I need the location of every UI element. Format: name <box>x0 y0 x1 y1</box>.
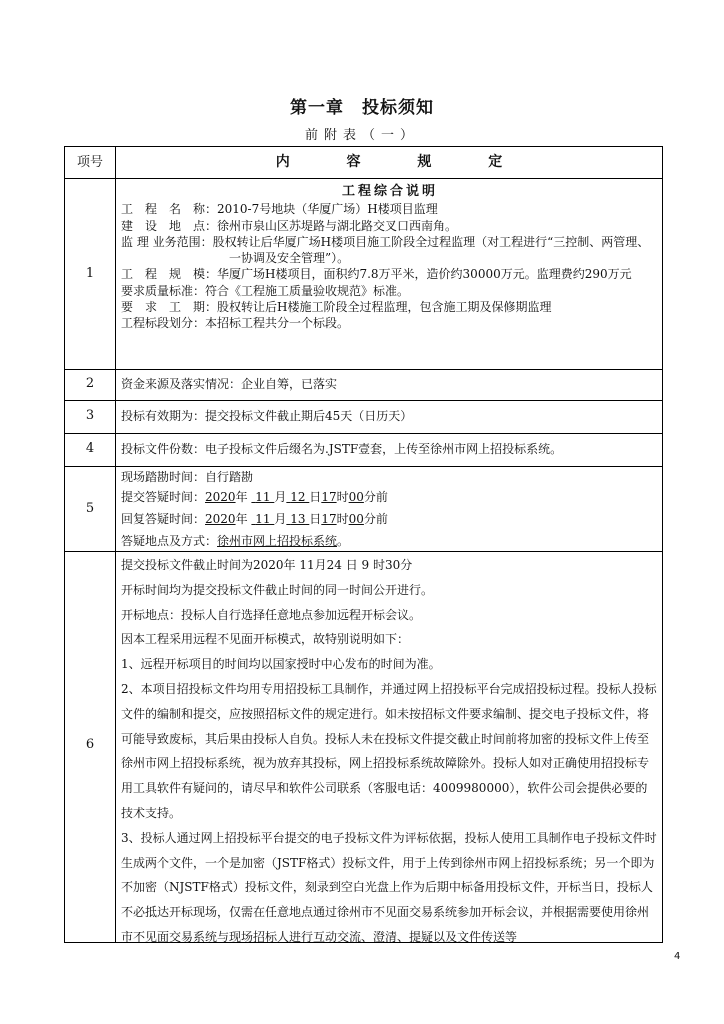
row-number: 2 <box>85 376 95 391</box>
row-divider <box>65 433 662 434</box>
header-item-no: 项号 <box>76 155 103 170</box>
row-divider <box>65 178 662 179</box>
row-number: 4 <box>85 441 95 456</box>
qa-place: 答疑地点及方式：徐州市网上招投标系统。 <box>121 534 350 548</box>
bid-section-division: 工程标段划分：本招标工程共分一个标段。 <box>121 316 350 331</box>
project-name: 工 程 名 称：2010-7号地块（华厦广场）H楼项目监理 <box>121 202 438 217</box>
row-number: 6 <box>85 737 95 752</box>
note-item-3: 3、投标人通过网上招投标平台提交的电子投标文件为评标依据，投标人使用工具制作电子投标文件时生成两个文件，一个是加密（JSTF格式）投标文件，用于上传到徐州市网上招投标系统；另一个即为不加密（NJSTF格式）投标文件，刻录到空白光盘上作为后期中标备用投标文件，开标当日，投标人不必抵达开标现场，仅需在任意地点通过徐州市不见面交易系统参加开标会议，并根据需要使用徐州市不见面交易系统与现场招标人进行互动交流、澄清、提疑以及文件传送等 <box>121 830 657 944</box>
row-5-content <box>121 468 659 552</box>
project-scale: 工 程 规 模：华厦广场H楼项目，面积约7.8万平米，造价约30000万元。监理费约290万元 <box>121 267 632 282</box>
question-submit-time: 提交答疑时间：2020年 11 月 12 日17时00分前 <box>121 490 388 504</box>
supervision-scope: 监 理 业务范围：股权转让后华厦广场H楼项目施工阶段全过程监理（对工程进行“三控制、两管理、一协调及安全管理”）。 <box>121 234 650 266</box>
bid-file-count: 投标文件份数：电子投标文件后缀名为.JSTF壹套，上传至徐州市网上招投标系统。 <box>121 442 563 456</box>
row-divider <box>65 369 662 370</box>
site-visit-time: 现场踏勘时间：自行踏勘 <box>121 470 254 484</box>
row-divider <box>65 400 662 401</box>
funding-source: 资金来源及落实情况：企业自筹，已落实 <box>121 377 338 391</box>
table-caption: 前附表（一） <box>304 128 419 143</box>
row-number: 3 <box>85 408 95 423</box>
opening-time: 开标时间均为提交投标文件截止时间的同一时间公开进行。 <box>121 582 434 597</box>
bid-deadline: 提交投标文件截止时间为2020年 11月24 日 9 时30分 <box>121 558 413 572</box>
page-number: 4 <box>674 951 681 962</box>
requirements-table <box>64 146 663 943</box>
answer-reply-time: 回复答疑时间：2020年 11 月 13 日17时00分前 <box>121 512 388 526</box>
row-divider <box>65 466 662 467</box>
project-location: 建 设 地 点：徐州市泉山区苏堤路与湖北路交叉口西南角。 <box>121 218 458 233</box>
row-number: 5 <box>85 501 95 516</box>
bid-validity: 投标有效期为：提交投标文件截止期后45天（日历天） <box>121 409 413 423</box>
row-number: 1 <box>85 266 95 281</box>
row-6-content <box>121 553 659 950</box>
column-divider <box>115 147 116 942</box>
row-1-content <box>121 184 659 332</box>
quality-standard: 要求质量标准：符合《工程施工质量验收规范》标准。 <box>121 283 410 298</box>
project-summary-title: 工程综合说明 <box>341 184 438 199</box>
required-duration: 要 求 工 期：股权转让后H楼施工阶段全过程监理，包含施工期及保修期监理 <box>121 300 552 315</box>
opening-place: 开标地点：投标人自行选择任意地点参加远程开标会议。 <box>121 607 422 622</box>
remote-opening-note: 因本工程采用远程不见面开标模式，故特别说明如下： <box>121 632 410 647</box>
note-item-1: 1、远程开标项目的时间均以国家授时中心发布的时间为准。 <box>121 657 441 672</box>
note-item-2: 2、本项目招投标文件均用专用招投标工具制作，并通过网上招投标平台完成招投标过程。投标人投标文件的编制和提交，应按照招标文件的规定进行。如未按招标文件要求编制、提交电子投标文件，将可能导致废标，其后果由投标人自负。投标人未在投标文件提交截止时间前将加密的投标文件上传至徐州市网上招投标系统，视为放弃其投标，网上招投标系统故障除外。投标人如对正确使用招投标专用工具软件有疑问的，请尽早和软件公司联系（客服电话：4009980000），软件公司会提供必要的技术支持。 <box>121 681 657 820</box>
header-content: 内 容 规 定 <box>275 154 503 170</box>
chapter-title: 第一章 投标须知 <box>290 98 434 118</box>
